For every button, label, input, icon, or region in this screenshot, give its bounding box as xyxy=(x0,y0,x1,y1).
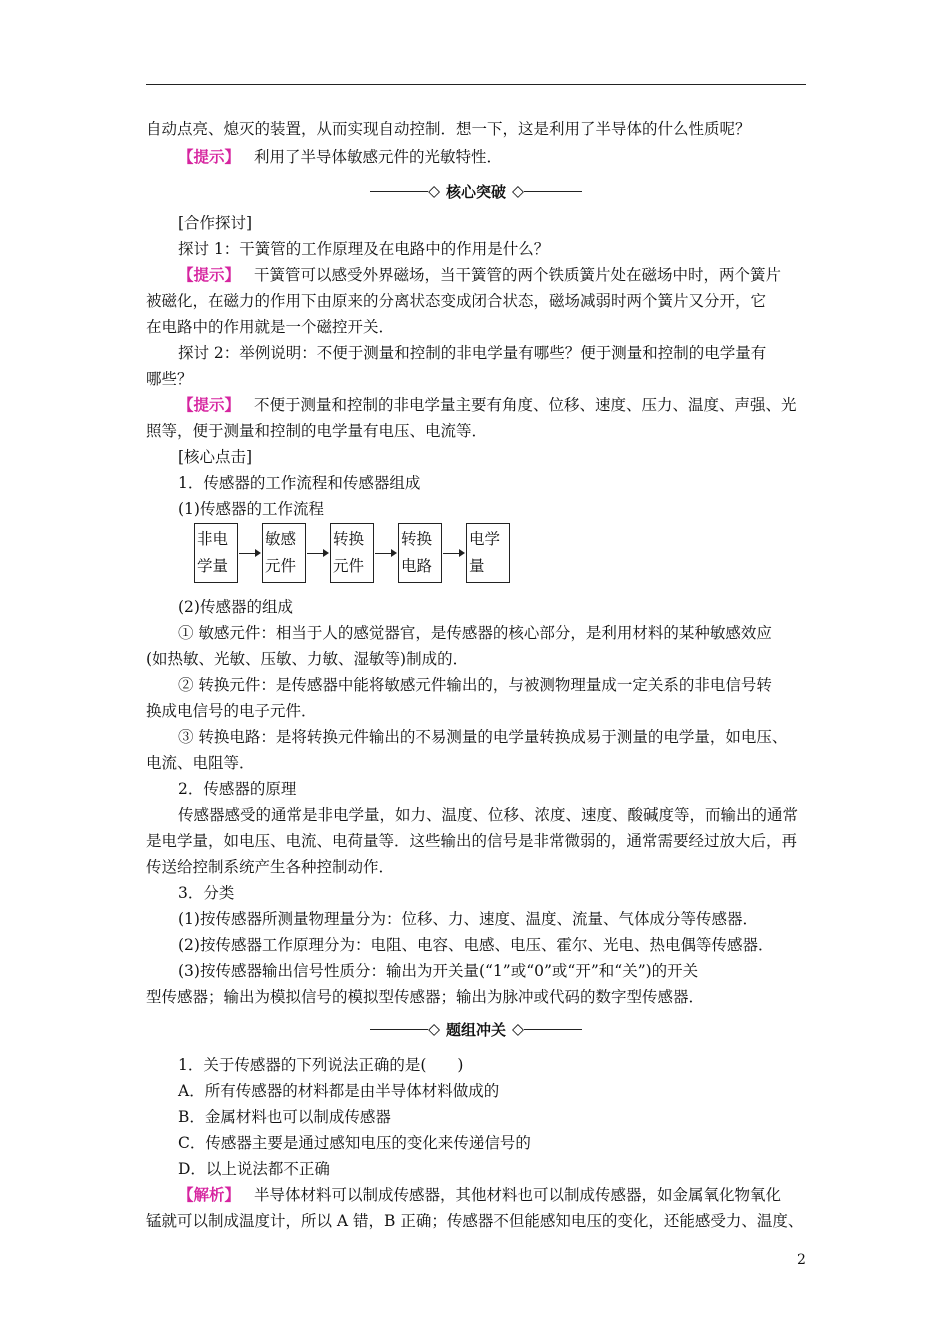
hint-text: 干簧管可以感受外界磁场，当干簧管的两个铁质簧片处在磁场中时，两个簧片 xyxy=(254,266,782,284)
question-line: 1．关于传感器的下列说法正确的是( ) xyxy=(178,1056,464,1074)
hint-line xyxy=(178,264,781,286)
flow-label: 转换 xyxy=(333,530,365,548)
text-line: 在电路中的作用就是一个磁控开关． xyxy=(146,318,395,336)
analysis-tag: 【解析】 xyxy=(178,1185,241,1204)
flow-box-sensitive-element xyxy=(262,523,306,583)
diamond-icon: ◇ xyxy=(512,182,524,200)
text-line: ② 转换元件：是传感器中能将敏感元件输出的，与被测物理量成一定关系的非电信号转 xyxy=(178,676,772,694)
text-line: (3)按传感器输出信号性质分：输出为开关量(“1”或“0”或“开”和“关”)的开关 xyxy=(178,962,699,980)
text-line: 电流、电阻等． xyxy=(146,754,255,772)
arrow-right-icon xyxy=(238,546,262,560)
section-dash xyxy=(524,1029,582,1030)
text-line: (如热敏、光敏、压敏、力敏、湿敏等)制成的． xyxy=(146,650,469,668)
text-line: [合作探讨] xyxy=(178,214,253,232)
text-line: [核心点击] xyxy=(178,448,253,466)
hint-text: 不便于测量和控制的非电学量主要有角度、位移、速度、压力、温度、声强、光 xyxy=(254,396,797,414)
option-line: D．以上说法都不正确 xyxy=(178,1160,330,1178)
text-line: 被磁化，在磁力的作用下由原来的分离状态变成闭合状态，磁场减弱时两个簧片又分开，它 xyxy=(146,292,767,310)
text-line: (1)传感器的工作流程 xyxy=(178,500,324,518)
analysis-line xyxy=(178,1184,781,1206)
flow-label: 元件 xyxy=(333,557,365,575)
flow-diagram xyxy=(194,523,510,583)
text-line: 型传感器；输出为模拟信号的模拟型传感器；输出为脉冲或代码的数字型传感器． xyxy=(146,988,705,1006)
section-header-drill xyxy=(146,1017,806,1041)
text-line: (2)传感器的组成 xyxy=(178,598,293,616)
option-line: C．传感器主要是通过感知电压的变化来传递信号的 xyxy=(178,1134,531,1152)
hint-tag: 【提示】 xyxy=(178,265,241,284)
option-line: A．所有传感器的材料都是由半导体材料做成的 xyxy=(178,1082,500,1100)
flow-label: 学量 xyxy=(197,557,229,575)
flow-box-conversion-element xyxy=(330,523,374,583)
section-title: 核心突破 xyxy=(445,182,506,201)
text-line: 传送给控制系统产生各种控制动作． xyxy=(146,858,395,876)
flow-label: 非电 xyxy=(197,530,229,548)
text-line: (1)按传感器所测量物理量分为：位移、力、速度、温度、流量、气体成分等传感器． xyxy=(178,910,758,928)
page-number: 2 xyxy=(797,1252,806,1268)
text-line: ③ 转换电路：是将转换元件输出的不易测量的电学量转换成易于测量的电学量，如电压、 xyxy=(178,728,788,746)
text-line: 哪些？ xyxy=(146,370,193,388)
text-line: 1．传感器的工作流程和传感器组成 xyxy=(178,474,421,492)
text-line: (2)按传感器工作原理分为：电阻、电容、电感、电压、霍尔、光电、热电偶等传感器． xyxy=(178,936,774,954)
text-line: 换成电信号的电子元件． xyxy=(146,702,317,720)
hint-line xyxy=(178,146,502,168)
hint-tag: 【提示】 xyxy=(178,395,241,414)
hint-line xyxy=(178,394,797,416)
text-line: 探讨 2：举例说明：不便于测量和控制的非电学量有哪些？便于测量和控制的电学量有 xyxy=(178,344,767,362)
text-line: 2．传感器的原理 xyxy=(178,780,297,798)
arrow-right-icon xyxy=(442,546,466,560)
flow-label: 转换 xyxy=(401,530,433,548)
section-dash xyxy=(370,1029,428,1030)
flow-box-conversion-circuit xyxy=(398,523,442,583)
section-title: 题组冲关 xyxy=(445,1020,506,1039)
header-rule xyxy=(146,84,806,85)
hint-tag: 【提示】 xyxy=(178,147,241,166)
diamond-icon: ◇ xyxy=(512,1020,524,1038)
text-line: 自动点亮、熄灭的装置，从而实现自动控制．想一下，这是利用了半导体的什么性质呢？ xyxy=(146,120,751,138)
text-line: 是电学量，如电压、电流、电荷量等．这些输出的信号是非常微弱的，通常需要经过放大后，再 xyxy=(146,832,798,850)
flow-label: 量 xyxy=(469,557,485,575)
section-header-core xyxy=(146,179,806,203)
text-line: 照等，便于测量和控制的电学量有电压、电流等． xyxy=(146,422,488,440)
flow-box-non-electric xyxy=(194,523,238,583)
text-line: 3．分类 xyxy=(178,884,235,902)
diamond-icon: ◇ xyxy=(428,1020,440,1038)
text-line: ① 敏感元件：相当于人的感觉器官，是传感器的核心部分，是利用材料的某种敏感效应 xyxy=(178,624,772,642)
text-line: 传感器感受的通常是非电学量，如力、温度、位移、浓度、速度、酸碱度等，而输出的通常 xyxy=(178,806,799,824)
hint-text: 利用了半导体敏感元件的光敏特性． xyxy=(254,148,503,166)
flow-label: 电路 xyxy=(401,557,433,575)
flow-box-electric xyxy=(466,523,510,583)
option-line: B．金属材料也可以制成传感器 xyxy=(178,1108,391,1126)
flow-label: 敏感 xyxy=(265,530,297,548)
flow-label: 元件 xyxy=(265,557,297,575)
analysis-text: 半导体材料可以制成传感器，其他材料也可以制成传感器，如金属氧化物氧化 xyxy=(254,1186,782,1204)
arrow-right-icon xyxy=(306,546,330,560)
text-line: 探讨 1：干簧管的工作原理及在电路中的作用是什么？ xyxy=(178,240,550,258)
section-dash xyxy=(370,191,428,192)
diamond-icon: ◇ xyxy=(428,182,440,200)
text-line: 锰就可以制成温度计，所以 A 错，B 正确；传感器不但能感知电压的变化，还能感受力、温度、 xyxy=(146,1212,804,1230)
arrow-right-icon xyxy=(374,546,398,560)
flow-label: 电学 xyxy=(469,530,501,548)
section-dash xyxy=(524,191,582,192)
